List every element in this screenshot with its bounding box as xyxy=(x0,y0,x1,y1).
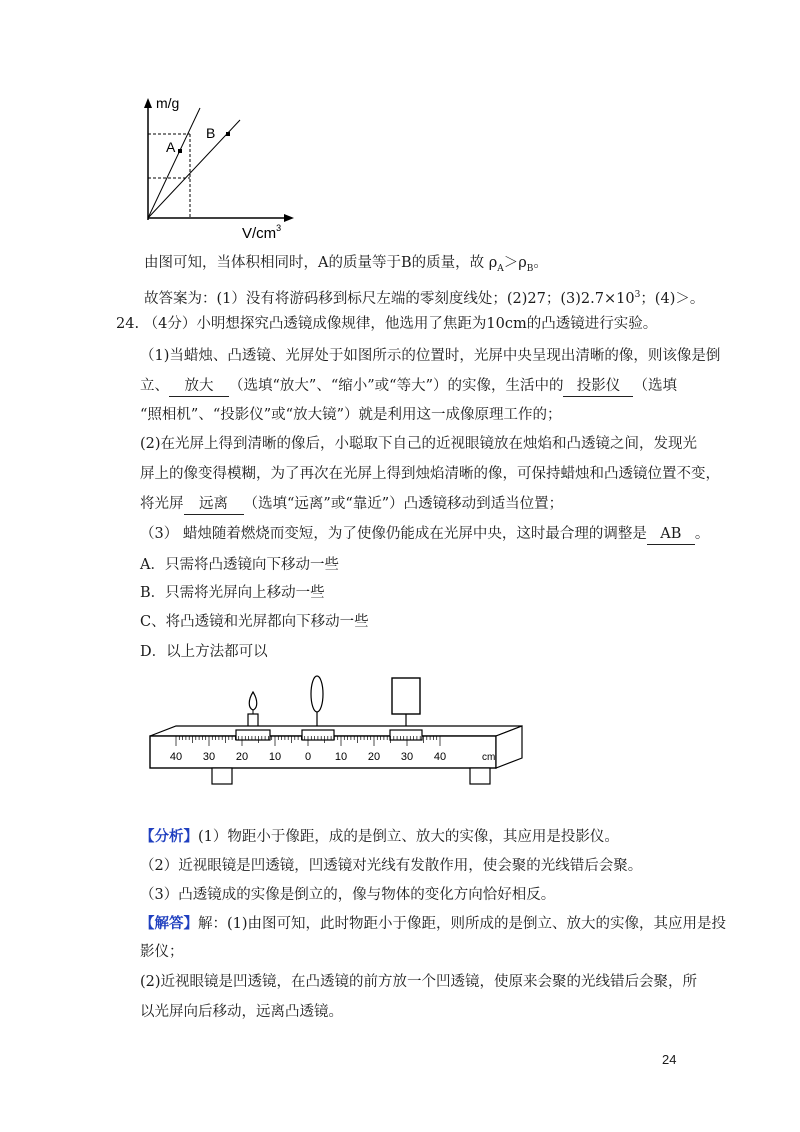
scale-label: 20 xyxy=(235,751,249,763)
q24-part1-line1: （1)当蜡烛、凸透镜、光屏处于如图所示的位置时，光屏中央呈现出清晰的像，则该像是倒 xyxy=(140,348,721,364)
scale-label: 0 xyxy=(304,751,312,763)
answer-blank-4: AB xyxy=(647,524,695,545)
light-screen-icon xyxy=(392,678,420,714)
solution-line-1: 【解答】解：(1)由图可知，此时物距小于像距，则所成的是倒立、放大的实像，其应用是投 xyxy=(140,915,727,932)
option-d: D．以上方法都可以 xyxy=(140,644,268,660)
solution-line-4: 以光屏向后移动，远离凸透镜。 xyxy=(140,1004,343,1020)
scale-label: 10 xyxy=(334,751,348,763)
q24-part1-line2: 立、 放大 （选填“放大”、“缩小”或“等大”）的实像，生活中的 投影仪 （选填 xyxy=(140,376,677,397)
bench-top xyxy=(150,726,522,736)
optical-bench-figure xyxy=(140,668,540,796)
label-a: A xyxy=(166,139,176,155)
q24-part3: （3） 蜡烛随着燃烧而变短，为了使像仍能成在光屏中央，这时最合理的调整是 AB 。 xyxy=(140,524,709,545)
candle-flame-icon xyxy=(249,692,257,710)
y-axis-label: m/g xyxy=(156,95,180,111)
scale-label: 40 xyxy=(169,751,183,763)
scale-label: 30 xyxy=(202,751,216,763)
bench-leg-left xyxy=(212,768,232,784)
answer-line-1: 由图可知，当体积相同时，A的质量等于B的质量，故 $\rho_A>\rho_B$。 xyxy=(144,255,548,274)
q24-part2-line1: (2)在光屏上得到清晰的像后，小聪取下自己的近视眼镜放在烛焰和凸透镜之间，发现光 xyxy=(140,436,698,452)
option-c: C、将凸透镜和光屏都向下移动一些 xyxy=(140,614,369,630)
q24-part1-line3: “照相机”、“投影仪”或“放大镜”）就是利用这一成像原理工作的； xyxy=(140,407,562,423)
q24-part2-line3: 将光屏 远离 （选填“远离”或“靠近”）凸透镜移动到适当位置； xyxy=(140,494,563,515)
solution-line-2: 影仪； xyxy=(140,944,184,960)
line-a xyxy=(148,108,200,218)
mass-volume-graph xyxy=(130,92,300,242)
bench-leg-right xyxy=(470,768,490,784)
answer-blank-3: 远离 xyxy=(184,494,244,515)
scale-label: 30 xyxy=(400,751,414,763)
answer-blank-1: 放大 xyxy=(169,376,229,397)
x-axis-arrow xyxy=(284,214,294,222)
scale-label: 20 xyxy=(367,751,381,763)
label-b: B xyxy=(206,125,216,141)
y-axis-arrow xyxy=(144,98,152,108)
analysis-line-3: （3）凸透镜成的实像是倒立的，像与物体的变化方向恰好相反。 xyxy=(140,887,556,903)
page-number: 24 xyxy=(662,1052,677,1067)
analysis-line-2: （2）近视眼镜是凹透镜，凹透镜对光线有发散作用，使会聚的光线错后会聚。 xyxy=(140,858,643,874)
scale-label: 40 xyxy=(433,751,447,763)
scale-unit: cm xyxy=(482,752,496,763)
scale-label: 10 xyxy=(268,751,282,763)
q24-part2-line2: 屏上的像变得模糊，为了再次在光屏上得到烛焰清晰的像，可保持蜡烛和凸透镜位置不变， xyxy=(140,466,720,482)
solution-tag: 【解答】 xyxy=(140,915,198,932)
solution-line-3: (2)近视眼镜是凹透镜，在凸透镜的前方放一个凹透镜，使原来会聚的光线错后会聚，所 xyxy=(140,974,698,990)
convex-lens-icon xyxy=(311,676,323,712)
option-a: A．只需将凸透镜向下移动一些 xyxy=(140,557,339,573)
analysis-tag: 【分析】 xyxy=(140,828,198,845)
point-b xyxy=(226,132,230,136)
x-axis-label: $V/cm^3$ xyxy=(242,223,282,242)
point-a xyxy=(178,149,182,153)
option-b: B．只需将光屏向上移动一些 xyxy=(140,585,325,601)
answer-line-2: 故答案为：(1）没有将游码移到标尺左端的零刻度线处；(2)27；$(3)2.7\times 10^3$；(4)＞。 xyxy=(144,290,705,307)
question-24-title: 24. （4分）小明想探究凸透镜成像规律，他选用了焦距为10cm的凸透镜进行实验。 xyxy=(116,316,658,332)
analysis-line-1: 【分析】(1）物距小于像距，成的是倒立、放大的实像，其应用是投影仪。 xyxy=(140,828,619,845)
answer-blank-2: 投影仪 xyxy=(563,376,633,397)
